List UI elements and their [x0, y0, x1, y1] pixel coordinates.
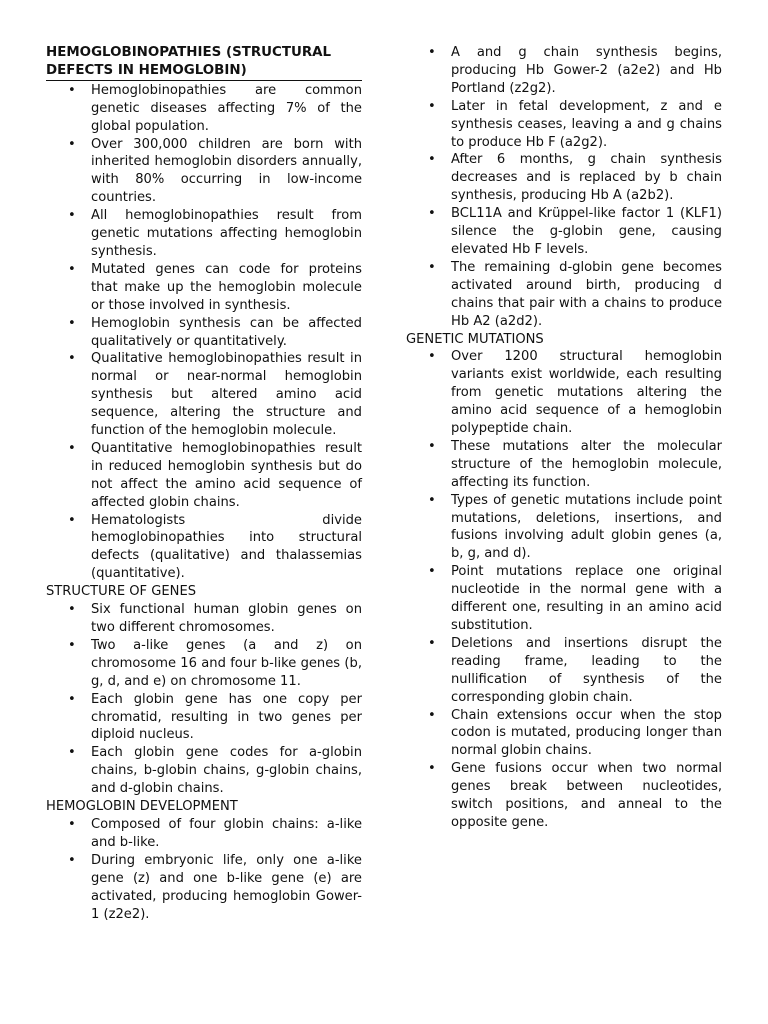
mutations-list — [406, 348, 722, 831]
list-item: • Over 1200 structural hemoglobin variants exist worldwide, each resulting from genetic mutations altering the amino acid sequence of a hemoglobin polypeptide chain. — [451, 348, 722, 438]
document-title: HEMOGLOBINOPATHIES (STRUCTURAL DEFECTS IN HEMOGLOBIN) — [46, 44, 362, 81]
list-item: • Qualitative hemoglobinopathies result in normal or near-normal hemoglobin synthesis but altered amino acid sequence, altering the structure and function of the hemoglobin molecule. — [91, 350, 362, 440]
list-item: • Later in fetal development, z and e synthesis ceases, leaving a and g chains to produce Hb F (a2g2). — [451, 98, 722, 152]
development-list — [46, 816, 362, 923]
list-item: • Over 300,000 children are born with inherited hemoglobin disorders annually, with 80% occurring in low-income countries. — [91, 136, 362, 208]
list-item: • Quantitative hemoglobinopathies result in reduced hemoglobin synthesis but do not affect the amino acid sequence of affected globin chains. — [91, 440, 362, 512]
right-column — [406, 44, 722, 832]
list-item: • These mutations alter the molecular structure of the hemoglobin molecule, affecting its function. — [451, 438, 722, 492]
list-item: • The remaining d-globin gene becomes activated around birth, producing d chains that pair with a chains to produce Hb A2 (a2d2). — [451, 259, 722, 331]
left-column — [46, 44, 362, 923]
list-item: • A and g chain synthesis begins, producing Hb Gower-2 (a2e2) and Hb Portland (z2g2). — [451, 44, 722, 98]
list-item: • Chain extensions occur when the stop codon is mutated, producing longer than normal globin chains. — [451, 707, 722, 761]
list-item: • Deletions and insertions disrupt the reading frame, leading to the nullification of synthesis of the corresponding globin chain. — [451, 635, 722, 707]
list-item: • Six functional human globin genes on two different chromosomes. — [91, 601, 362, 637]
list-item: • Gene fusions occur when two normal genes break between nucleotides, switch positions, and anneal to the opposite gene. — [451, 760, 722, 832]
section-heading-structure: STRUCTURE OF GENES — [46, 584, 197, 600]
list-item: • Types of genetic mutations include point mutations, deletions, insertions, and fusions involving adult globin genes (a, b, g, and d). — [451, 492, 722, 564]
list-item: • During embryonic life, only one a-like gene (z) and one b-like gene (e) are activated, producing hemoglobin Gower-1 (z2e2). — [91, 852, 362, 924]
list-item: • Hemoglobinopathies are common genetic diseases affecting 7% of the global population. — [91, 82, 362, 136]
list-item: • Hemoglobin synthesis can be affected qualitatively or quantitatively. — [91, 315, 362, 351]
list-item: • Point mutations replace one original nucleotide in the normal gene with a different one, resulting in an amino acid substitution. — [451, 563, 722, 635]
structure-list — [46, 601, 362, 798]
intro-list — [46, 82, 362, 583]
list-item: • All hemoglobinopathies result from genetic mutations affecting hemoglobin synthesis. — [91, 207, 362, 261]
list-item: • Mutated genes can code for proteins that make up the hemoglobin molecule or those involved in synthesis. — [91, 261, 362, 315]
list-item: • Composed of four globin chains: a-like and b-like. — [91, 816, 362, 852]
development-list-continued — [406, 44, 722, 331]
list-item: • Hematologists divide hemoglobinopathies into structural defects (qualitative) and thalassemias (quantitative). — [91, 512, 362, 584]
section-heading-mutations: GENETIC MUTATIONS — [406, 331, 544, 347]
list-item: • Each globin gene codes for a-globin chains, b-globin chains, g-globin chains, and d-globin chains. — [91, 744, 362, 798]
list-item: • Each globin gene has one copy per chromatid, resulting in two genes per diploid nucleus. — [91, 691, 362, 745]
list-item: • After 6 months, g chain synthesis decreases and is replaced by b chain synthesis, producing Hb A (a2b2). — [451, 151, 722, 205]
list-item: • Two a-like genes (a and z) on chromosome 16 and four b-like genes (b, g, d, and e) on chromosome 11. — [91, 637, 362, 691]
section-heading-development: HEMOGLOBIN DEVELOPMENT — [46, 799, 238, 815]
list-item: • BCL11A and Krüppel-like factor 1 (KLF1) silence the g-globin gene, causing elevated Hb F levels. — [451, 205, 722, 259]
